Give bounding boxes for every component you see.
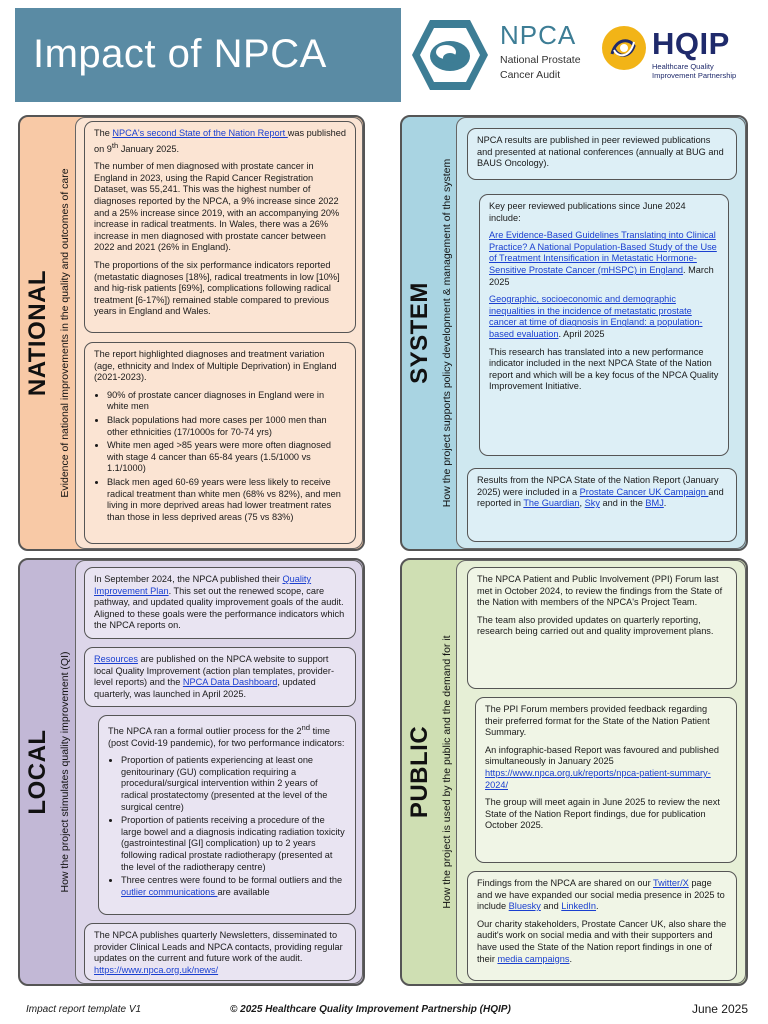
linkedin-link[interactable]: LinkedIn — [561, 901, 597, 912]
bluesky-link[interactable]: Bluesky — [508, 901, 541, 912]
npca-logo-name: NPCA — [500, 20, 577, 50]
system-box-media: Results from the NPCA State of the Nation Report (January 2025) were included in a Prostate Cancer UK Campaign and reported in The Guardian, Sky and in the BMJ. — [467, 468, 737, 542]
local-section — [18, 558, 365, 986]
resources-link[interactable]: Resources — [94, 654, 138, 664]
national-variation-intro: The report highlighted diagnoses and treatment variation (age, ethnicity and Index of Multiple Deprivation) in England (2021-2023). — [94, 349, 337, 383]
twitter-link[interactable]: Twitter/X — [653, 878, 689, 888]
npca-logo-line1: National Prostate — [500, 54, 581, 66]
local-outlier-list — [108, 755, 346, 898]
local-side-label — [20, 560, 75, 984]
sky-link[interactable]: Sky — [584, 498, 600, 509]
national-box-variation — [84, 342, 356, 544]
public-side-label — [402, 560, 457, 984]
hqip-logo-name: HQIP — [652, 26, 730, 61]
list-item: • 90% of prostate cancer diagnoses in England were in white men — [107, 390, 346, 413]
national-indicators-text: The proportions of the six performance indicators reported (metastatic diagnoses [18%], radical treatments in low [10%] and hig-risk patients [69%], complications following radical treatment [6-17%]) remained stable compared to previous years in England and Wales. — [94, 260, 340, 317]
public-content — [456, 560, 746, 984]
footer-template-version: Impact report template V1 — [26, 1004, 142, 1015]
page-title: Impact of NPCA — [33, 32, 327, 76]
national-variation-list — [94, 390, 346, 524]
data-dashboard-link[interactable]: NPCA Data Dashboard — [182, 677, 278, 688]
local-subtitle: How the project stimulates quality improvement (QI) — [58, 651, 71, 893]
system-box-publications: NPCA results are published in peer reviewed publications and presented at national conferences (annually at BUG and BAUS Oncology). — [467, 128, 737, 180]
system-box-peer-reviewed: Key peer reviewed publications since June 2024 include: Are Evidence-Based Guidelines Translating into Clinical Practice? A National Population-Based Study of the Use of Treatment Intensification in Metastatic Hormone-Sensitive Prostate Cancer (mHSPC) in England. March 2025 Geographic, socioeconomic and demographic inequalities in the incidence of metastatic prostate cancer at time of diagnosis in England: a population-based evaluation. April 2025 This research has translated into a new performance indicator included in the next NPCA State of the Nation report and which will be a key focus of the NPCA Quality Improvement Initiative. — [479, 194, 729, 456]
hqip-knot-icon — [600, 24, 648, 72]
pcuk-campaign-link[interactable]: Prostate Cancer UK Campaign — [579, 486, 709, 497]
public-label: PUBLIC — [405, 725, 433, 819]
national-box-report: The NPCA's second State of the Nation Report was published on 9th January 2025. The number of men diagnosed with prostate cancer in England in 2023, using the Rapid Cancer Registration Dataset, was 55,241. This was the highest number of diagnoses reported by the NPCA, a 9% increase since 2022 and a 25% increase since 2019, with an accompanying 20% increase in radical treatments. In Wales, there was a 26% increase in men diagnosed with prostate cancer between 2022 and 2021 (26% in England). The proportions of the six performance indicators reported (metastatic diagnoses [18%], radical treatments in low [10%] and hig-risk patients [69%], complications following radical treatment [6-17%]) remained stable compared to previous years in England and Wales. — [84, 121, 356, 333]
local-label: LOCAL — [23, 729, 51, 815]
npca-eye-icon — [410, 16, 490, 94]
public-box-ppi-forum: The NPCA Patient and Public Involvement (PPI) Forum last met in October 2024, to review the findings from the State of the Nation with members of the NPCA's Project Team. The team also provided updates on quarterly reporting, research being carried out and quality improvement plans. — [467, 567, 737, 689]
patient-summary-link[interactable]: https://www.npca.org.uk/reports/npca-patient-summary-2024/ — [485, 767, 711, 790]
system-side-label — [402, 117, 457, 549]
guardian-link[interactable]: The Guardian — [523, 498, 580, 509]
list-item: • Proportion of patients experiencing at least one genitourinary (GU) complication requiring a procedural/surgical intervention within 2 years of radical prostatectomy (presented at the level of the surgical centre) — [121, 755, 346, 813]
publication-link-mhspc[interactable]: Are Evidence-Based Guidelines Translating into Clinical Practice? A National Population-Based Study of the Use of Treatment Intensification in Metastatic Hormone-Sensitive Prostate Cancer (mHSPC) in England — [489, 230, 717, 275]
npca-logo — [410, 16, 590, 94]
qi-plan-link[interactable]: Quality Improvement Plan — [94, 574, 312, 596]
list-item: • White men aged >85 years were more often diagnosed with stage 4 cancer than 65-84 years (1.5/1000 vs 1.1/1000) — [107, 440, 346, 475]
national-diagnoses-text: The number of men diagnosed with prostate cancer in England in 2023, using the Rapid Cancer Registration Dataset, was 55,241. This was the highest number of diagnoses reported by the NPCA, a 9% increase since 2022 and a 25% increase since 2019, with an accompanying 20% increase in radical treatments. In Wales, there was a 26% increase in men diagnosed with prostate cancer between 2022 and 2021 (26% in England). — [94, 161, 340, 253]
list-item: • Proportion of patients receiving a procedure of the large bowel and a diagnosis indicating radiation toxicity (gastrointestinal [GI] complication) up to 2 years following radical prostate radiotherapy (presented at the level of the radiotherapy centre) — [121, 815, 346, 873]
public-subtitle: How the project is used by the public and the demand for it — [440, 635, 453, 909]
national-section — [18, 115, 365, 551]
sotn-report-link[interactable]: NPCA's second State of the Nation Report — [112, 128, 288, 138]
footer-date: June 2025 — [691, 1002, 748, 1016]
outlier-communications-link[interactable]: outlier communications — [121, 886, 218, 897]
footer-copyright: © 2025 Healthcare Quality Improvement Partnership (HQIP) — [230, 1004, 511, 1015]
list-item: • Black men aged 60-69 years were less likely to receive radical treatment than white men (68% vs 82%), and men living in more deprived areas had lower treatment rates than those in less deprived areas (75 vs 83%) — [107, 477, 346, 523]
footer — [0, 1000, 768, 1020]
news-link[interactable]: https://www.npca.org.uk/news/ — [94, 964, 219, 975]
national-content — [75, 117, 363, 549]
local-box-newsletters: The NPCA publishes quarterly Newsletters, disseminated to provider Clinical Leads and NPCA contacts, providing regular updates on the current and future work of the audit. https://www.npca.org.uk/news/ — [84, 923, 356, 981]
publication-link-inequalities[interactable]: Geographic, socioeconomic and demographic inequalities in the incidence of metastatic prostate cancer at time of diagnosis in England: a population-based evaluation — [489, 294, 703, 339]
system-label: SYSTEM — [405, 282, 433, 384]
npca-logo-line2: Cancer Audit — [500, 69, 561, 81]
public-box-patient-summary: The PPI Forum members provided feedback regarding their preferred format for the State of the Nation Patient Summary. An infographic-based Report was favoured and published simultaneously in January 2025 https://www.npca.org.uk/reports/npca-patient-summary-2024/ The group will meet again in June 2025 to review the next State of the Nation Report findings, due for publication October 2025. — [475, 697, 737, 863]
list-item: • Black populations had more cases per 1000 men than other ethnicities (17/1000s for 70-74 yrs) — [107, 415, 346, 438]
list-item: • Three centres were found to be formal outliers and the outlier communications are available — [121, 875, 346, 898]
national-label: NATIONAL — [23, 269, 51, 397]
public-section — [400, 558, 748, 986]
hqip-logo — [600, 24, 760, 94]
system-section — [400, 115, 748, 551]
local-box-resources: Resources are published on the NPCA website to support local Quality Improvement (action plan templates, provider-level reports) and the NPCA Data Dashboard, updated quarterly, was launched in April 2025. — [84, 647, 356, 707]
media-campaigns-link[interactable]: media campaigns — [497, 953, 570, 964]
hqip-logo-line2: Improvement Partnership — [652, 71, 737, 80]
national-subtitle: Evidence of national improvements in the quality and outcomes of care — [58, 168, 71, 498]
hqip-logo-line1: Healthcare Quality — [652, 62, 714, 71]
system-content — [456, 117, 746, 549]
bmj-link[interactable]: BMJ — [645, 498, 664, 509]
local-box-outlier: The NPCA ran a formal outlier process for the 2nd time (post Covid-19 pandemic), for two performance indicators: • Proportion of patients experiencing at least one genitourinary (GU) complication requiring a procedural/surgical intervention within 2 years of radical prostatectomy (presented at the level of the surgical centre) • Proportion of patients receiving a procedure of the large bowel and a diagnosis indicating radiation toxicity (gastrointestinal [GI] complication) up to 2 years following radical prostate radiotherapy (presented at the level of the radiotherapy centre) • Three centres were found to be formal outliers and the outlier communications are available — [98, 715, 356, 915]
local-content — [75, 560, 363, 984]
national-side-label — [20, 117, 75, 549]
title-banner — [15, 8, 401, 102]
public-box-social-media: Findings from the NPCA are shared on our Twitter/X page and we have expanded our social media presence in 2025 to include Bluesky and LinkedIn. Our charity stakeholders, Prostate Cancer UK, also share the audit's work on social media and with their supporters and have used the State of the Nation report findings in one of their media campaigns. — [467, 871, 737, 981]
local-box-qi-plan: In September 2024, the NPCA published their Quality Improvement Plan. This set out the renewed scope, care pathway, and updated quality improvement goals of the audit. Aligned to these goals were the performance indicators which the NPCA reports on. — [84, 567, 356, 639]
system-subtitle: How the project supports policy development & management of the system — [440, 158, 453, 508]
